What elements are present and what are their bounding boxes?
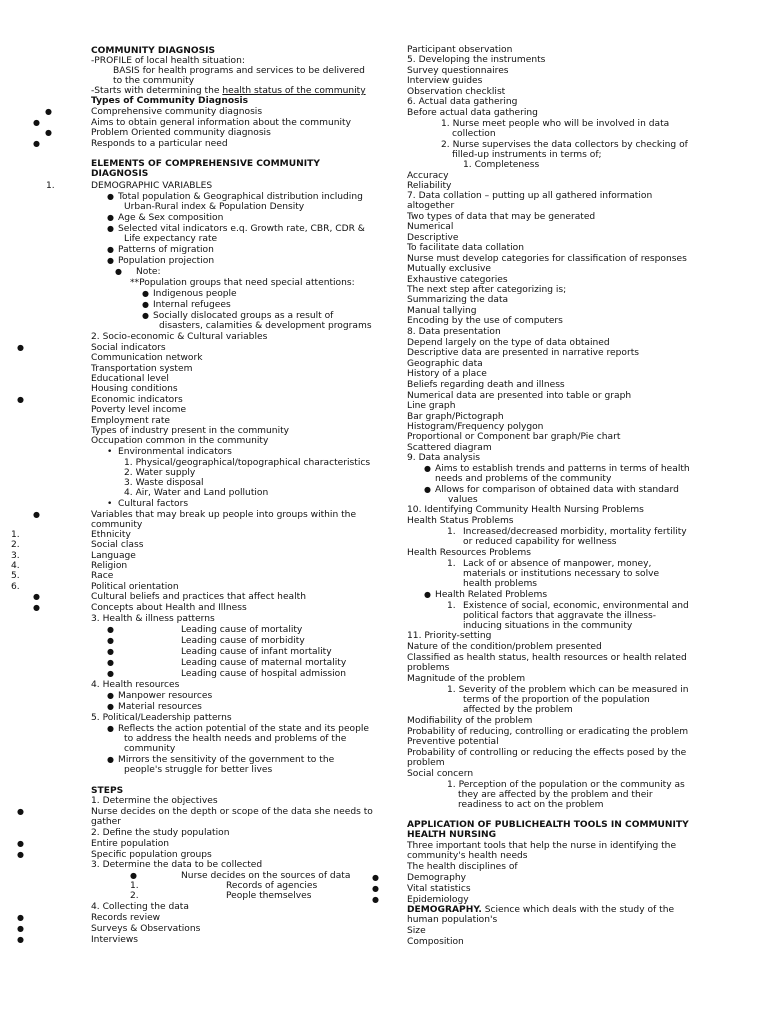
left-text-line: DIAGNOSIS: [91, 169, 149, 179]
left-text-line: Records review: [91, 913, 161, 923]
list-number: 3.: [11, 551, 20, 561]
list-number: 5.: [11, 571, 20, 581]
bullet-marker: ●: [142, 311, 149, 320]
right-text-line: 1. Completeness: [463, 160, 540, 170]
bullet-marker: ●: [33, 592, 40, 601]
left-text-line: to address the health needs and problems of the: [124, 734, 347, 744]
left-text-line: Responds to a particular need: [91, 139, 228, 149]
left-text-line: Leading cause of infant mortality: [181, 647, 332, 657]
right-text-line: or reduced capability for wellness: [463, 537, 617, 547]
left-text-line: 4. Health resources: [91, 680, 180, 690]
bullet-marker: ●: [424, 590, 431, 599]
underlined-text: health status of the community: [222, 86, 366, 96]
right-text-line: Participant observation: [407, 45, 513, 55]
left-text-line: Ethnicity: [91, 530, 131, 540]
bullet-marker: ●: [33, 510, 40, 519]
right-text-line: Numerical: [407, 222, 454, 232]
bullet-marker: ●: [372, 884, 379, 893]
list-number: 1.: [447, 527, 456, 537]
left-text-line: Surveys & Observations: [91, 924, 201, 934]
right-text-line: Probability of reducing, controlling or eradicating the problem: [407, 727, 689, 737]
right-text-line: problems: [407, 663, 450, 673]
right-text-line: Epidemiology: [407, 895, 469, 905]
left-text-line: -Starts with determining the health status of the community: [91, 86, 366, 96]
left-text-line: people's struggle for better lives: [124, 765, 273, 775]
bullet-marker: ●: [107, 256, 114, 265]
right-text-line: Survey questionnaires: [407, 66, 509, 76]
left-text-line: ELEMENTS OF COMPREHENSIVE COMMUNITY: [91, 159, 320, 169]
left-text-line: Specific population groups: [91, 850, 212, 860]
right-text-line: 7. Data collation – putting up all gathered information: [407, 191, 653, 201]
right-text-line: Encoding by the use of computers: [407, 316, 563, 326]
right-text-line: collection: [452, 129, 496, 139]
right-text-line: Bar graph/Pictograph: [407, 412, 504, 422]
bullet-marker: •: [107, 447, 113, 457]
bullet-marker: ●: [372, 895, 379, 904]
right-text-line: Accuracy: [407, 171, 449, 181]
right-text-line: Nurse must develop categories for classification of responses: [407, 254, 687, 264]
right-text-line: HEALTH NURSING: [407, 830, 497, 840]
left-text-line: Variables that may break up people into groups within the: [91, 510, 357, 520]
left-text-line: Political orientation: [91, 582, 179, 592]
left-text-line: Socially dislocated groups as a result of: [153, 311, 334, 321]
right-text-line: Interview guides: [407, 76, 483, 86]
list-number: 1.: [447, 601, 456, 611]
right-text-line: terms of the proportion of the population: [463, 695, 650, 705]
left-text-line: Occupation common in the community: [91, 436, 269, 446]
right-text-line: Descriptive data are presented in narrative reports: [407, 348, 640, 358]
right-text-line: The next step after categorizing is;: [407, 285, 567, 295]
left-text-line: community: [91, 520, 143, 530]
right-text-line: APPLICATION OF PUBLICHEALTH TOOLS IN COMMUNITY: [407, 820, 689, 830]
left-text-line: Cultural beliefs and practices that affect health: [91, 592, 306, 602]
right-text-line: filled-up instruments in terms of;: [452, 150, 602, 160]
left-text-line: Employment rate: [91, 416, 170, 426]
bullet-marker: ●: [33, 603, 40, 612]
left-text-line: Nurse decides on the depth or scope of the data she needs to: [91, 807, 373, 817]
left-text-line: Language: [91, 551, 136, 561]
list-number: 1.: [11, 530, 20, 540]
bullet-marker: ●: [17, 924, 24, 933]
left-text-line: Environmental indicators: [118, 447, 232, 457]
right-text-line: Depend largely on the type of data obtained: [407, 338, 610, 348]
right-text-line: 1. Nurse meet people who will be involved in data: [441, 119, 670, 129]
bullet-marker: ●: [424, 464, 431, 473]
left-text-line: Leading cause of mortality: [181, 625, 303, 635]
left-text-line: Comprehensive community diagnosis: [91, 107, 263, 117]
left-text-line: 3. Determine the data to be collected: [91, 860, 263, 870]
right-text-line: materials or institutions necessary to solve: [463, 569, 660, 579]
left-text-line: Population projection: [118, 256, 215, 266]
left-text-line: 4. Collecting the data: [91, 902, 189, 912]
right-text-line: DEMOGRAPHY. Science which deals with the study of the: [407, 905, 675, 915]
left-text-line: DEMOGRAPHIC VARIABLES: [91, 181, 213, 191]
right-text-line: needs and problems of the community: [435, 474, 612, 484]
left-text-line: Problem Oriented community diagnosis: [91, 128, 271, 138]
right-text-line: community's health needs: [407, 851, 528, 861]
bullet-marker: ●: [107, 755, 114, 764]
left-text-line: **Population groups that need special attentions:: [130, 278, 355, 288]
right-text-line: To facilitate data collation: [407, 243, 524, 253]
right-text-line: 2. Nurse supervises the data collectors by checking of: [441, 140, 688, 150]
right-text-line: Health Resources Problems: [407, 548, 531, 558]
right-text-line: Beliefs regarding death and illness: [407, 380, 565, 390]
bullet-marker: ●: [107, 192, 114, 201]
right-text-line: Observation checklist: [407, 87, 506, 97]
list-number: 1.: [447, 559, 456, 569]
right-text-line: Social concern: [407, 769, 474, 779]
right-text-line: 5. Developing the instruments: [407, 55, 546, 65]
left-text-line: 2. Socio-economic & Cultural variables: [91, 332, 268, 342]
bullet-marker: ●: [17, 935, 24, 944]
list-number: 1.: [46, 181, 55, 191]
left-text-line: Interviews: [91, 935, 139, 945]
left-text-line: Reflects the action potential of the state and its people: [118, 724, 370, 734]
left-text-line: Communication network: [91, 353, 203, 363]
list-number: 4.: [11, 561, 20, 571]
bullet-marker: ●: [107, 724, 114, 733]
left-text-line: Poverty level income: [91, 405, 187, 415]
left-text-line: gather: [91, 817, 122, 827]
left-text-line: Race: [91, 571, 114, 581]
left-text-line: Note:: [136, 267, 161, 277]
left-text-line: Internal refugees: [153, 300, 231, 310]
right-text-line: altogether: [407, 201, 455, 211]
right-text-line: Numerical data are presented into table or graph: [407, 391, 632, 401]
left-text-line: Indigenous people: [153, 289, 237, 299]
right-text-line: Classified as health status, health resources or health related: [407, 653, 687, 663]
left-text-line: Leading cause of morbidity: [181, 636, 305, 646]
right-text-line: Demography: [407, 873, 467, 883]
right-text-line: affected by the problem: [463, 705, 573, 715]
right-text-line: Reliability: [407, 181, 452, 191]
left-text-line: Urban-Rural index & Population Density: [124, 202, 305, 212]
left-text-line: 2. Define the study population: [91, 828, 230, 838]
bullet-marker: ●: [33, 139, 40, 148]
list-number: 6.: [11, 582, 20, 592]
right-text-line: inducing situations in the community: [463, 621, 633, 631]
bullet-marker: •: [107, 499, 113, 509]
bullet-marker: ●: [17, 807, 24, 816]
bullet-marker: ●: [107, 213, 114, 222]
right-text-line: values: [448, 495, 478, 505]
left-text-line: Entire population: [91, 839, 170, 849]
left-text-line: COMMUNITY DIAGNOSIS: [91, 46, 216, 56]
left-text-line: Transportation system: [91, 364, 193, 374]
left-text-line: Manpower resources: [118, 691, 213, 701]
right-text-line: Probability of controlling or reducing the effects posed by the: [407, 748, 687, 758]
left-text-line: Patterns of migration: [118, 245, 214, 255]
left-text-line: community: [124, 744, 176, 754]
bullet-marker: ●: [107, 691, 114, 700]
right-text-line: Exhaustive categories: [407, 275, 508, 285]
right-text-line: Three important tools that help the nurse in identifying the: [407, 841, 677, 851]
right-text-line: Line graph: [407, 401, 456, 411]
bullet-marker: ●: [107, 245, 114, 254]
left-text-line: Social class: [91, 540, 144, 550]
right-text-line: Mutually exclusive: [407, 264, 492, 274]
left-text-line: Age & Sex composition: [118, 213, 224, 223]
right-text-line: Existence of social, economic, environmental and: [463, 601, 689, 611]
right-text-line: Before actual data gathering: [407, 108, 538, 118]
left-text-line: Mirrors the sensitivity of the government to the: [118, 755, 335, 765]
bullet-marker: ●: [107, 636, 114, 645]
left-text-line: Concepts about Health and Illness: [91, 603, 247, 613]
left-text-line: 5. Political/Leadership patterns: [91, 713, 232, 723]
left-text-line: Selected vital indicators e.q. Growth rate, CBR, CDR &: [118, 224, 365, 234]
bullet-marker: ●: [424, 485, 431, 494]
bullet-marker: ●: [142, 300, 149, 309]
bullet-marker: ●: [130, 871, 137, 880]
bullet-marker: ●: [107, 702, 114, 711]
left-text-line: to the community: [113, 76, 195, 86]
right-text-line: problem: [407, 758, 445, 768]
right-text-line: health problems: [463, 579, 538, 589]
bullet-marker: ●: [17, 913, 24, 922]
left-text-line: Social indicators: [91, 343, 166, 353]
left-text-line: Leading cause of maternal mortality: [181, 658, 347, 668]
right-text-line: The health disciplines of: [407, 862, 518, 872]
right-text-line: Scattered diagram: [407, 443, 492, 453]
right-text-line: Allows for comparison of obtained data with standard: [435, 485, 679, 495]
right-text-line: Summarizing the data: [407, 295, 509, 305]
bullet-marker: ●: [33, 118, 40, 127]
left-text-line: Housing conditions: [91, 384, 178, 394]
bullet-marker: ●: [17, 839, 24, 848]
list-number: 2.: [130, 891, 139, 901]
left-text-line: 3. Health & illness patterns: [91, 614, 215, 624]
list-number: 2.: [11, 540, 20, 550]
left-text-line: Material resources: [118, 702, 202, 712]
right-text-line: readiness to act on the problem: [458, 800, 604, 810]
right-text-line: Lack of or absence of manpower, money,: [463, 559, 652, 569]
right-text-line: Increased/decreased morbidity, mortality fertility: [463, 527, 687, 537]
right-text-line: Size: [407, 926, 426, 936]
left-text-line: People themselves: [226, 891, 312, 901]
right-text-line: Health Related Problems: [435, 590, 548, 600]
right-text-line: Histogram/Frequency polygon: [407, 422, 544, 432]
right-text-line: 10. Identifying Community Health Nursing Problems: [407, 505, 644, 515]
right-text-line: 8. Data presentation: [407, 327, 501, 337]
left-text-line: disasters, calamities & development programs: [159, 321, 372, 331]
left-text-line: Aims to obtain general information about the community: [91, 118, 351, 128]
right-text-line: 9. Data analysis: [407, 453, 480, 463]
bullet-marker: ●: [17, 343, 24, 352]
left-text-line: Cultural factors: [118, 499, 189, 509]
bullet-marker: ●: [17, 395, 24, 404]
right-text-line: 1. Severity of the problem which can be measured in: [447, 685, 689, 695]
bullet-marker: ●: [45, 107, 52, 116]
bullet-marker: ●: [107, 658, 114, 667]
left-text-line: STEPS: [91, 786, 124, 796]
right-text-line: human population's: [407, 915, 498, 925]
right-text-line: Composition: [407, 937, 464, 947]
left-text-line: Types of industry present in the community: [91, 426, 290, 436]
left-text-line: Leading cause of hospital admission: [181, 669, 346, 679]
left-text-line: 1. Determine the objectives: [91, 796, 218, 806]
right-text-line: Nature of the condition/problem presented: [407, 642, 602, 652]
left-text-line: Total population & Geographical distribution including: [118, 192, 363, 202]
right-text-line: 6. Actual data gathering: [407, 97, 518, 107]
left-text-line: Economic indicators: [91, 395, 183, 405]
bullet-marker: ●: [17, 850, 24, 859]
left-text-line: Religion: [91, 561, 128, 571]
right-text-line: 11. Priority-setting: [407, 631, 492, 641]
right-text-line: Modifiability of the problem: [407, 716, 533, 726]
left-text-line: -PROFILE of local health situation:: [91, 56, 245, 66]
right-text-line: Health Status Problems: [407, 516, 514, 526]
left-text-line: Life expectancy rate: [124, 234, 218, 244]
left-text-line: Educational level: [91, 374, 169, 384]
left-text-line: BASIS for health programs and services to be delivered: [113, 66, 365, 76]
left-text-line: 4. Air, Water and Land pollution: [124, 488, 269, 498]
left-text-line: Records of agencies: [226, 881, 318, 891]
right-text-line: Aims to establish trends and patterns in terms of health: [435, 464, 690, 474]
bullet-marker: ●: [45, 128, 52, 137]
right-text-line: political factors that aggravate the illness-: [463, 611, 657, 621]
right-text-line: 1. Perception of the population or the community as: [447, 780, 685, 790]
right-text-line: they are affected by the problem and their: [458, 790, 653, 800]
bullet-marker: ●: [107, 625, 114, 634]
bullet-marker: ●: [372, 873, 379, 882]
left-text-line: 3. Waste disposal: [124, 478, 204, 488]
left-text-line: Types of Community Diagnosis: [91, 96, 249, 106]
bullet-marker: ●: [107, 224, 114, 233]
bullet-marker: ●: [107, 647, 114, 656]
bullet-marker: ●: [142, 289, 149, 298]
bullet-marker: ●: [115, 267, 122, 276]
right-text-line: History of a place: [407, 369, 487, 379]
right-text-line: Two types of data that may be generated: [407, 212, 596, 222]
right-text-line: Vital statistics: [407, 884, 471, 894]
left-text-line: 2. Water supply: [124, 468, 196, 478]
right-text-line: Descriptive: [407, 233, 459, 243]
right-text-line: Geographic data: [407, 359, 483, 369]
left-text-line: Nurse decides on the sources of data: [181, 871, 351, 881]
right-text-line: Manual tallying: [407, 306, 477, 316]
right-text-line: Preventive potential: [407, 737, 499, 747]
bullet-marker: ●: [107, 669, 114, 678]
right-text-line: Proportional or Component bar graph/Pie chart: [407, 432, 621, 442]
left-text-line: 1. Physical/geographical/topographical characteristics: [124, 458, 371, 468]
right-text-line: Magnitude of the problem: [407, 674, 526, 684]
list-number: 1.: [130, 881, 139, 891]
